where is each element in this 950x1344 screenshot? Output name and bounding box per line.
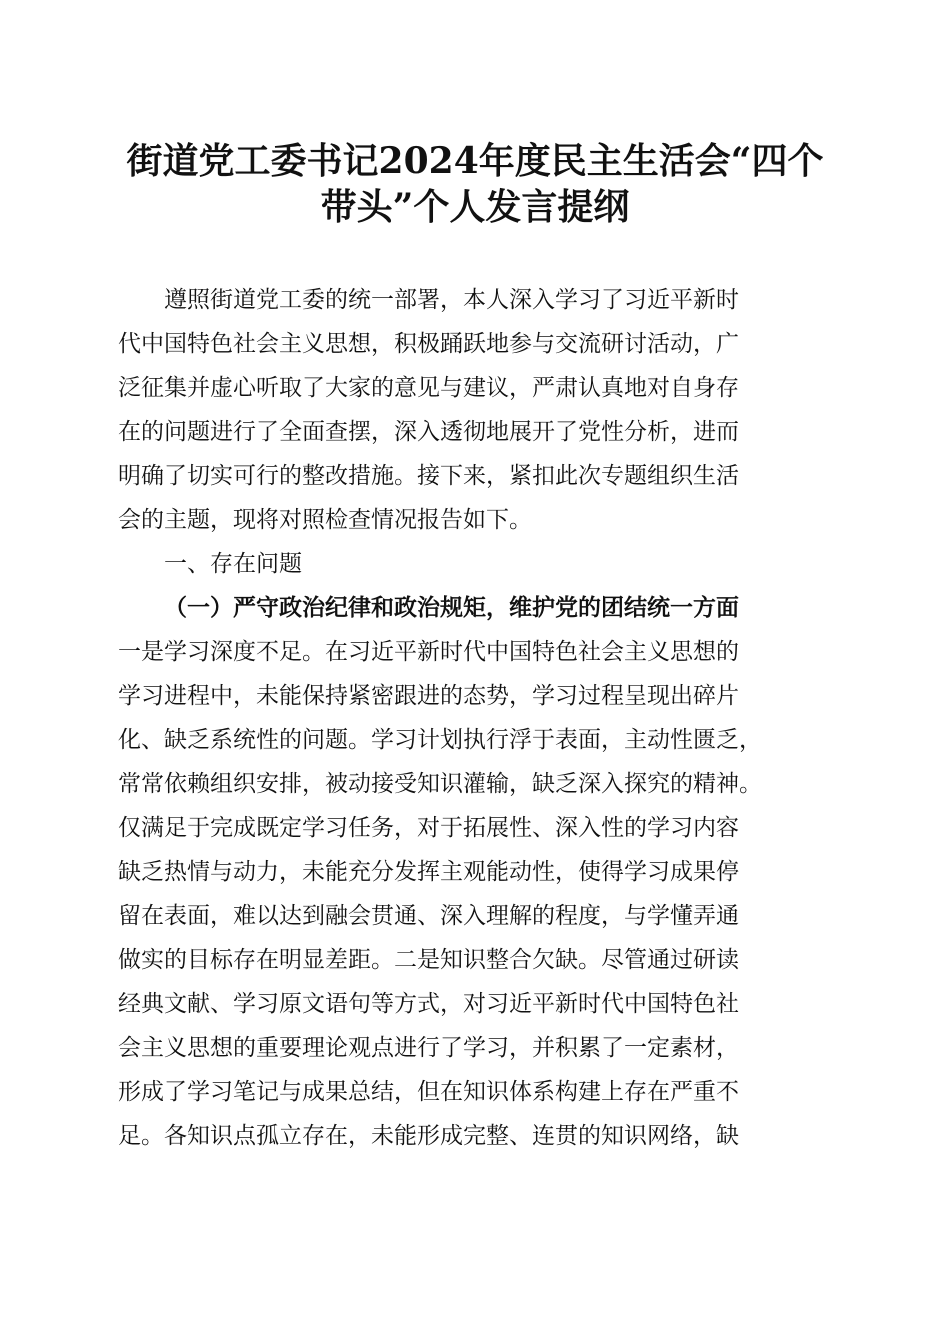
- paragraph-line: 足。各知识点孤立存在，未能形成完整、连贯的知识网络，缺: [118, 1123, 739, 1149]
- title-line-1: 街道党工委书记2024年度民主生活会“四个: [126, 140, 824, 182]
- paragraph-line: 泛征集并虚心听取了大家的意见与建议，严肃认真地对自身存: [118, 375, 739, 401]
- section-heading: 一、存在问题: [164, 551, 302, 577]
- paragraph-line: 在的问题进行了全面查摆，深入透彻地展开了党性分析，进而: [118, 419, 739, 445]
- paragraph-line: 形成了学习笔记与成果总结，但在知识体系构建上存在严重不: [118, 1079, 739, 1105]
- paragraph-line: 留在表面，难以达到融会贯通、深入理解的程度，与学懂弄通: [118, 903, 739, 929]
- document-title: [100, 138, 850, 230]
- title-line-2: 带头”个人发言提纲: [320, 186, 630, 228]
- paragraph-line: 做实的目标存在明显差距。二是知识整合欠缺。尽管通过研读: [118, 947, 739, 973]
- document-body: [118, 278, 838, 1158]
- paragraph-line: 代中国特色社会主义思想，积极踊跃地参与交流研讨活动，广: [118, 331, 739, 357]
- subsection-heading: （一）严守政治纪律和政治规矩，维护党的团结统一方面: [164, 595, 739, 621]
- paragraph-line: 缺乏热情与动力，未能充分发挥主观能动性，使得学习成果停: [118, 859, 739, 885]
- paragraph-line: 化、缺乏系统性的问题。学习计划执行浮于表面，主动性匮乏，: [118, 727, 762, 753]
- paragraph-line: 明确了切实可行的整改措施。接下来，紧扣此次专题组织生活: [118, 463, 739, 489]
- paragraph-line: 会主义思想的重要理论观点进行了学习，并积累了一定素材，: [118, 1035, 739, 1061]
- paragraph-line: 仅满足于完成既定学习任务，对于拓展性、深入性的学习内容: [118, 815, 739, 841]
- paragraph-line: 常常依赖组织安排，被动接受知识灌输，缺乏深入探究的精神。: [118, 771, 762, 797]
- paragraph-line: 经典文献、学习原文语句等方式，对习近平新时代中国特色社: [118, 991, 739, 1017]
- paragraph-line: 会的主题，现将对照检查情况报告如下。: [118, 507, 532, 533]
- paragraph-line: 一是学习深度不足。在习近平新时代中国特色社会主义思想的: [118, 639, 739, 665]
- paragraph-line: 遵照街道党工委的统一部署，本人深入学习了习近平新时: [164, 287, 739, 313]
- paragraph-line: 学习进程中，未能保持紧密跟进的态势，学习过程呈现出碎片: [118, 683, 739, 709]
